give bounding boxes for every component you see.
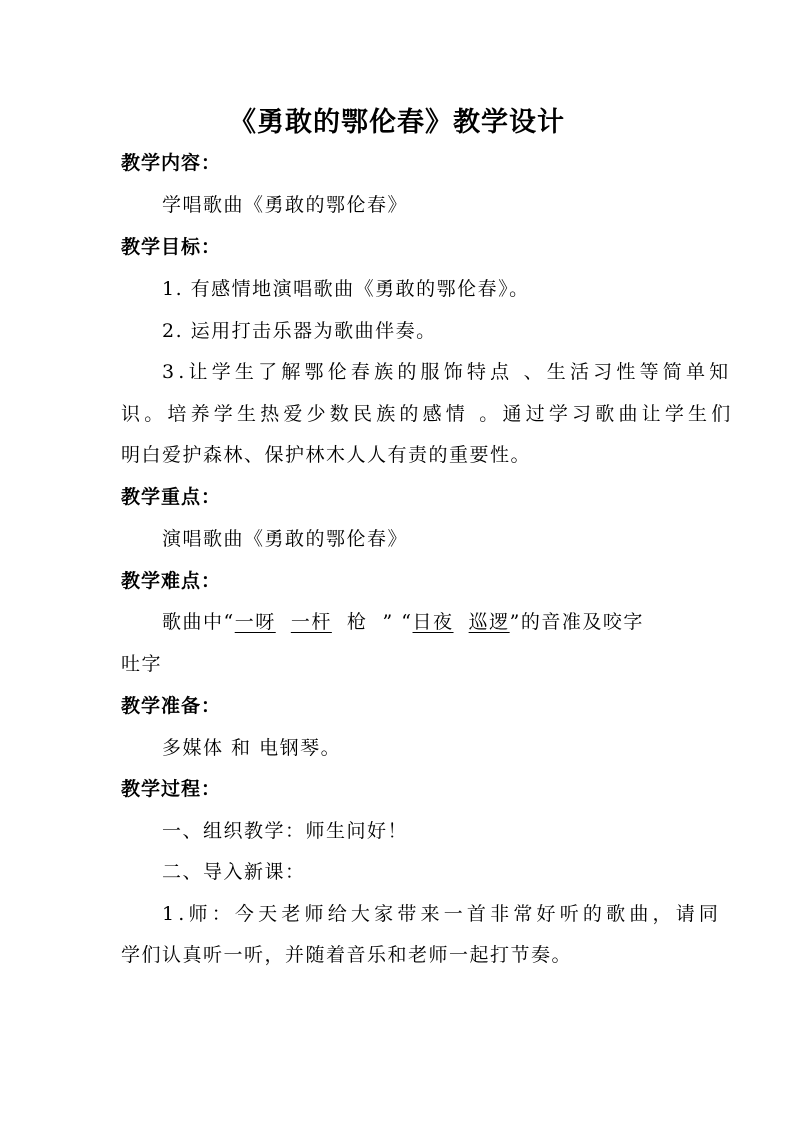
goal-item-3-line-1: 3.让学生了解鄂伦春族的服饰特点 、生活习性等简单知 [162,361,733,383]
section-heading-process: 教学过程： [121,778,222,800]
goal-item-3-line-2: 识。培养学生热爱少数民族的感情 。通过学习歌曲让学生们 [121,403,735,425]
document-title: 《勇敢的鄂伦春》教学设计 [229,107,565,138]
lyric-phrase-xun-luo: 巡逻 [468,611,510,633]
process-step-1: 一、组织教学：师生问好！ [162,820,409,842]
process-item-1-line-2: 学们认真听一听，并随着音乐和老师一起打节奏。 [121,944,573,966]
section-heading-goals: 教学目标： [121,236,222,258]
process-step-2: 二、导入新课： [162,861,306,883]
difficulties-middle-quotes: ” “ [382,611,413,633]
section-heading-content: 教学内容： [121,152,222,174]
preparation-text: 多媒体 和 电钢琴。 [162,737,342,759]
section-heading-key-points: 教学重点： [121,486,222,508]
section-heading-difficulties: 教学难点： [121,570,222,592]
process-item-1-line-1: 1.师：今天老师给大家带来一首非常好听的歌曲，请同 [162,903,723,925]
difficulties-suffix: ”的音准及咬字 [509,611,644,633]
key-points-text: 演唱歌曲《勇敢的鄂伦春》 [162,528,409,550]
goal-item-2: 2. 运用打击乐器为歌曲伴奏。 [162,320,437,342]
difficulties-prefix: 歌曲中“ [162,611,235,633]
content-text: 学唱歌曲《勇敢的鄂伦春》 [162,194,409,216]
goal-item-3-line-3: 明白爱护森林、保护林木人人有责的重要性。 [121,444,532,466]
lyric-phrase-yi-ya: 一呀 [234,611,276,633]
difficulties-line-1 [162,607,644,634]
goal-item-1: 1. 有感情地演唱歌曲《勇敢的鄂伦春》。 [162,278,530,300]
lyric-phrase-yi-gan: 一杆 [290,611,332,633]
difficulties-line-2: 吐字 [121,653,163,675]
section-heading-preparation: 教学准备： [121,695,222,717]
lyric-phrase-ri-ye: 日夜 [412,611,454,633]
lyric-phrase-qiang: 枪 [346,611,368,633]
